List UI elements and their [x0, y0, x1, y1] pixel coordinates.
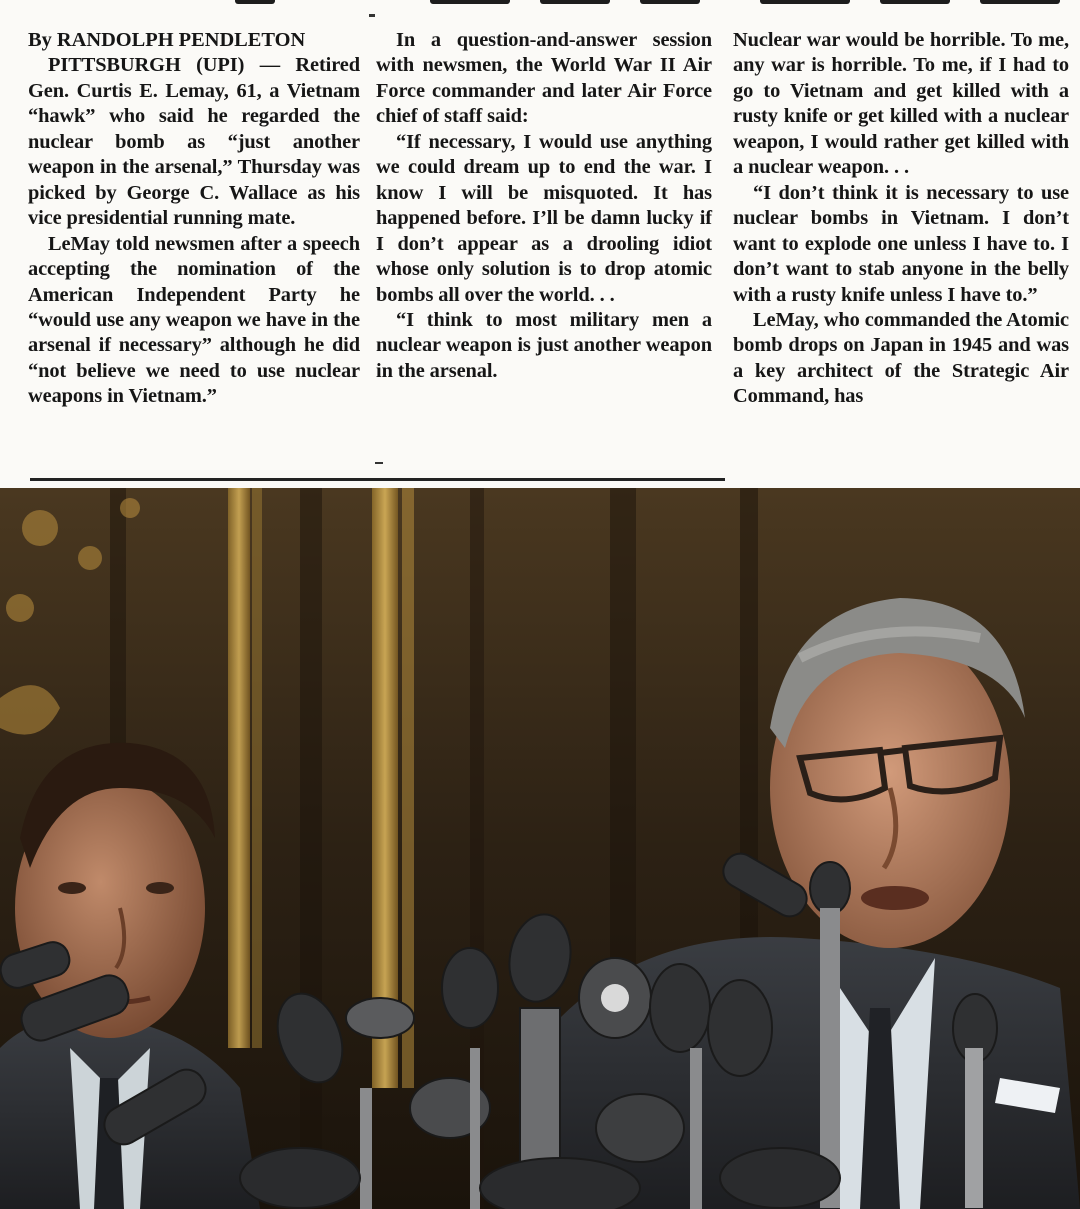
clipping-bottom-rule — [30, 478, 725, 481]
byline: By RANDOLPH PENDLETON — [28, 29, 306, 51]
article-column-2 — [376, 28, 712, 384]
column-marker — [369, 14, 375, 17]
network-logo-icon — [601, 984, 629, 1012]
paragraph: “I think to most military men a nuclear weapon is just another weapon in the arsenal. — [376, 308, 712, 382]
article-column-1 — [28, 28, 360, 410]
column-divider-mark — [375, 462, 383, 464]
paragraph: Nuclear war would be horrible. To me, any war is horrible. To me, if I had to go to Vietnam and get killed with a rusty knife or get killed with a nuclear weapon, I would rather get killed with a nuclear weapon. . . — [733, 29, 1069, 179]
cut-off-headline — [0, 0, 1080, 4]
photo-illustration — [0, 488, 1080, 1209]
paragraph: In a question-and-answer session with newsmen, the World War II Air Force commander and later Air Force chief of staff said: — [376, 29, 712, 128]
paragraph: PITTSBURGH (UPI) — Retired Gen. Curtis E. Lemay, 61, a Vietnam “hawk” who said he regarded the nuclear bomb as “just another weapon in the arsenal,” Thursday was picked by George C. Wallace as his vice presidential running mate. — [28, 54, 360, 230]
paragraph: “If necessary, I would use anything we could dream up to end the war. I know I will be misquoted. It has happened before. I’ll be damn lucky if I don’t appear as a drooling idiot whose only solution is to drop atomic bombs all over the world. . . — [376, 130, 712, 306]
press-conference-photo — [0, 488, 1080, 1209]
paragraph: LeMay, who commanded the Atomic bomb drops on Japan in 1945 and was a key architect of the Strategic Air Command, has — [733, 308, 1069, 408]
newspaper-clipping — [0, 0, 1080, 488]
paragraph: “I don’t think it is necessary to use nuclear bombs in Vietnam. I don’t want to explode one unless I have to. I don’t want to stab anyone in the belly with a rusty knife unless I have to.” — [733, 181, 1069, 306]
paragraph: LeMay told newsmen after a speech accepting the nomination of the American Independent Party he “would use any weapon we have in the arsenal if necessary” although he did “not believe we need to use nuclear weapons in Vietnam.” — [28, 232, 360, 408]
article-column-3 — [733, 28, 1069, 410]
